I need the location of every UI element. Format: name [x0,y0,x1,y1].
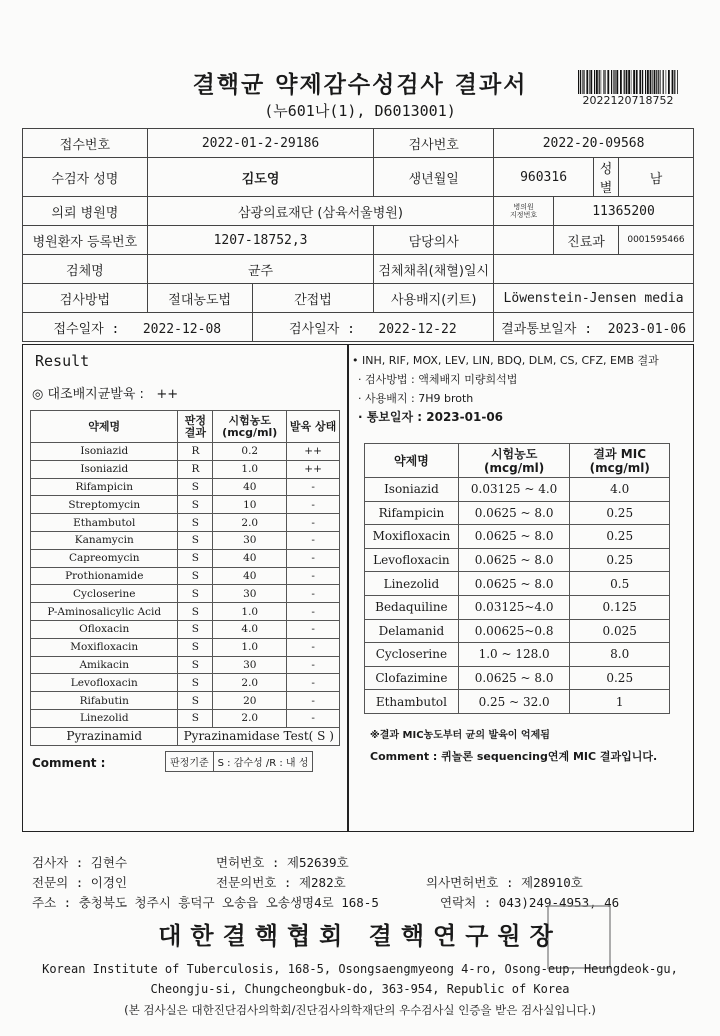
cell-range: 0.00625~0.8 [458,619,570,643]
cell-drug: Ethambutol [365,690,459,714]
barcode-bar [647,70,649,94]
control-growth [32,383,178,402]
barcode-bar [601,70,602,94]
barcode-bar [650,70,652,94]
table-row [365,619,670,643]
cell-drug: Rifabutin [31,692,178,710]
cell-result: S [178,620,213,638]
left-comment-label: Comment : [32,756,106,770]
cell-conc: 1.0 [213,603,287,621]
cell-range: 0.03125~4.0 [458,595,570,619]
table-row [31,460,340,478]
received-value: 2022-12-08 [142,321,222,337]
cell-conc: 1.0 [213,460,287,478]
cell-growth: - [287,514,340,532]
barcode-bar [607,70,609,94]
table-row [31,656,340,674]
barcode-bar [631,70,632,94]
cell-result: S [178,709,213,727]
cell-range: 1.0 ~ 128.0 [458,643,570,667]
cell-growth: ++ [287,460,340,478]
barcode-bar [590,70,592,94]
cell-drug: Isoniazid [31,443,178,461]
hospital-label: 의뢰 병원명 [23,197,148,226]
control-label: ◎ 대조배지균발육 : [32,387,144,402]
dept-label: 진료과 [554,226,619,255]
table-row [365,525,670,549]
cell-drug: Prothionamide [31,567,178,585]
barcode-bar [620,70,622,94]
document-code: (누601나(1), D6013001) [264,102,456,120]
table-row [365,690,670,714]
right-col-header: 약제명 [365,444,459,478]
organization-name: 대한결핵협회 결핵연구원장 [158,921,562,950]
cell-mic: 8.0 [570,643,670,667]
cell-drug: Capreomycin [31,549,178,567]
barcode-icon [578,70,678,94]
cell-conc: 20 [213,692,287,710]
cell-range: 0.0625 ~ 8.0 [458,501,570,525]
hospital-code-label-1: 병의원 [513,203,534,211]
cell-drug: Rifampicin [365,501,459,525]
left-col-header: 판정 결과 [178,411,213,443]
cell-range: 0.03125 ~ 4.0 [458,478,570,502]
hospital-code: 11365200 [554,197,694,226]
barcode-bar [674,70,675,94]
specimen-label: 검체명 [23,255,148,284]
cell-drug: Levofloxacin [365,548,459,572]
english-address-1: Korean Institute of Tuberculosis, 168-5, Osongsaengmyeong 4-ro, Osong-eup, Heungdeok-gu, [42,962,678,976]
table-row [365,548,670,572]
cell-result: S [178,531,213,549]
cell-conc: 40 [213,567,287,585]
barcode-bar [663,70,664,94]
table-row [365,572,670,596]
cell-growth: - [287,496,340,514]
reported-value: 2023-01-06 [607,321,687,337]
patient-name-label: 수검자 성명 [23,158,148,197]
reception-no: 2022-01-2-29186 [147,129,374,158]
cell-drug: Linezolid [365,572,459,596]
tested-date [252,313,494,342]
cell-drug: Cycloserine [31,585,178,603]
cell-range: 0.0625 ~ 8.0 [458,548,570,572]
table-row [31,496,340,514]
cell-mic: 0.25 [570,501,670,525]
table-row [365,595,670,619]
barcode-bar [672,70,674,94]
cell-conc: 2.0 [213,674,287,692]
table-row [31,674,340,692]
cell-drug: Isoniazid [365,478,459,502]
cell-drug: Ethambutol [31,514,178,532]
cell-result: S [178,656,213,674]
cell-conc: 0.2 [213,443,287,461]
certification-note: (본 검사실은 대한진단검사의학회/진단검사의학재단의 우수검사실 인증을 받은 검사실입니다.) [124,1003,596,1017]
left-col-header: 약제명 [31,411,178,443]
table-row [365,501,670,525]
cell-drug: Isoniazid [31,460,178,478]
patient-name: 김도영 [147,158,374,197]
barcode-bar [654,70,656,94]
cell-growth: - [287,692,340,710]
barcode-bar [677,70,678,94]
pyrazinamid-label: Pyrazinamid [31,727,178,745]
mic-table [364,443,670,714]
barcode-bar [603,70,604,94]
cell-growth: - [287,549,340,567]
right-col-header: 시험농도 (mcg/ml) [458,444,570,478]
hospital-name: 삼광의료재단 (삼육서울병원) [147,197,493,226]
english-address-2: Cheongju-si, Chungcheongbuk-do, 363-954, Republic of Korea [150,982,570,996]
cell-conc: 2.0 [213,709,287,727]
table-row [31,478,340,496]
patient-reg-no: 1207-18752,3 [147,226,374,255]
cell-conc: 30 [213,656,287,674]
barcode-bar [580,70,581,94]
cell-drug: Moxifloxacin [31,638,178,656]
cell-growth: - [287,674,340,692]
cell-result: R [178,443,213,461]
hospital-code-label [494,197,554,226]
examiner: 검사자 : 김현수 [32,855,128,870]
cell-drug: Clofazimine [365,666,459,690]
cell-growth: - [287,603,340,621]
barcode-bar [616,70,618,94]
cell-range: 0.0625 ~ 8.0 [458,572,570,596]
sex-value: 남 [618,158,693,197]
legend-value: S : 감수성 /R : 내 성 [213,752,313,771]
barcode-bar [652,70,653,94]
control-value: ++ [156,387,179,402]
table-row [31,531,340,549]
cell-mic: 0.025 [570,619,670,643]
cell-result: S [178,567,213,585]
barcode-bar [611,70,612,94]
mic-note: ※결과 MIC농도부터 균의 발육이 억제됨 [370,730,550,741]
dept-value: 0001595466 [618,226,693,255]
cell-mic: 4.0 [570,478,670,502]
table-row [31,585,340,603]
mic-summary: • INH, RIF, MOX, LEV, LIN, BDQ, DLM, CS, CFZ, EMB 결과 [352,354,659,367]
table-row [31,603,340,621]
barcode-bar [666,70,667,94]
document-title: 결핵균 약제감수성검사 결과서 [192,72,528,98]
barcode-bar [596,70,598,94]
test-no-label: 검사번호 [374,129,494,158]
cell-mic: 0.5 [570,572,670,596]
cell-growth: - [287,567,340,585]
barcode-bar [589,70,590,94]
method-value: 절대농도법 [147,284,252,313]
mic-method: · 검사방법 : 액체배지 미량희석법 [358,373,518,386]
doctor-value [494,226,554,255]
cell-drug: P-Aminosalicylic Acid [31,603,178,621]
reception-no-label: 접수번호 [23,129,148,158]
barcode-bar [626,70,628,94]
collection-value [494,255,694,284]
barcode-bar [614,70,615,94]
birth-date: 960316 [494,158,594,197]
received-date [23,313,253,342]
cell-conc: 1.0 [213,638,287,656]
legend-label: 판정기준 [170,758,209,769]
barcode-bar [624,70,625,94]
cell-result: S [178,674,213,692]
barcode-bar [636,70,638,94]
pyrazinamid-value: Pyrazinamidase Test( S ) [178,727,340,745]
barcode-bar [660,70,661,94]
reported-label: 결과통보일자 : [501,321,593,337]
barcode-bar [578,70,579,94]
barcode-bar [628,70,630,94]
criteria-legend [165,751,313,772]
barcode-bar [633,70,635,94]
cell-drug: Rifampicin [31,478,178,496]
cell-result: S [178,585,213,603]
table-row [365,666,670,690]
barcode-bar [604,70,605,94]
method-label: 검사방법 [23,284,148,313]
tested-value: 2022-12-22 [378,321,457,337]
table-row [365,643,670,667]
cell-drug: Ofloxacin [31,620,178,638]
specialist-no: 전문의번호 : 제282호 [216,875,346,890]
cell-drug: Amikacin [31,656,178,674]
medium-value: Löwenstein-Jensen media [494,284,694,313]
sex-label: 성별 [593,158,618,197]
right-comment: Comment : 퀴놀론 sequencing연계 MIC 결과입니다. [370,750,658,763]
tested-label: 검사일자 : [289,321,355,337]
result-heading: Result [35,352,90,370]
patient-info-table [22,128,694,342]
cell-growth: - [287,478,340,496]
cell-conc: 30 [213,531,287,549]
table-row [365,478,670,502]
mic-report-date: · 통보일자 : 2023-01-06 [358,410,504,424]
barcode-bar [613,70,614,94]
panel-divider [347,344,349,832]
barcode-bar [668,70,670,94]
method-value-2: 간접법 [252,284,374,313]
cell-result: S [178,549,213,567]
left-col-header: 시험농도 (mcg/ml) [213,411,287,443]
cell-conc: 40 [213,549,287,567]
cell-result: S [178,692,213,710]
collection-label: 검체채취(채혈)일시 [374,255,494,284]
cell-drug: Delamanid [365,619,459,643]
barcode-bar [656,70,657,94]
cell-mic: 0.25 [570,666,670,690]
cell-growth: - [287,638,340,656]
left-col-header: 발육 상태 [287,411,340,443]
cell-result: S [178,603,213,621]
cell-growth: - [287,531,340,549]
barcode-bar [639,70,641,94]
barcode-bar [582,70,583,94]
right-col-header: 결과 MIC (mcg/ml) [570,444,670,478]
cell-result: S [178,478,213,496]
cell-conc: 4.0 [213,620,287,638]
cell-result: S [178,638,213,656]
cell-conc: 2.0 [213,514,287,532]
specimen-value: 균주 [147,255,374,284]
cell-conc: 10 [213,496,287,514]
cell-drug: Linezolid [31,709,178,727]
contact: 연락처 : 043)249-4953, 46 [440,895,620,910]
cell-mic: 0.25 [570,525,670,549]
specialist: 전문의 : 이경인 [32,875,128,890]
table-row [31,620,340,638]
license-no: 면허번호 : 제52639호 [216,855,349,870]
cell-range: 0.0625 ~ 8.0 [458,666,570,690]
table-row [31,549,340,567]
barcode-bar [594,70,595,94]
barcode-bar [645,70,646,94]
table-row [31,443,340,461]
cell-range: 0.25 ~ 32.0 [458,690,570,714]
cell-conc: 40 [213,478,287,496]
table-row [31,567,340,585]
cell-drug: Moxifloxacin [365,525,459,549]
barcode-bar [658,70,659,94]
cell-drug: Levofloxacin [31,674,178,692]
absolute-conc-table [30,410,340,746]
medium-label: 사용배지(키트) [374,284,494,313]
cell-drug: Streptomycin [31,496,178,514]
birth-label: 생년월일 [374,158,494,197]
barcode-bar [586,70,588,94]
cell-conc: 30 [213,585,287,603]
cell-growth: - [287,620,340,638]
reported-date [494,313,694,342]
cell-mic: 1 [570,690,670,714]
barcode-bar [599,70,600,94]
cell-growth: - [287,709,340,727]
test-no: 2022-20-09568 [494,129,694,158]
cell-growth: - [287,585,340,603]
doctor-label: 담당의사 [374,226,494,255]
cell-drug: Bedaquiline [365,595,459,619]
cell-growth: - [287,656,340,674]
cell-drug: Kanamycin [31,531,178,549]
cell-mic: 0.25 [570,548,670,572]
table-row [31,709,340,727]
barcode-number: 2022120718752 [582,94,674,107]
doctor-license-no: 의사면허번호 : 제28910호 [426,875,583,890]
received-label: 접수일자 : [53,321,120,337]
mic-medium: · 사용배지 : 7H9 broth [358,392,474,405]
patient-reg-label: 병원환자 등록번호 [23,226,148,255]
table-row [31,514,340,532]
table-row [31,638,340,656]
barcode-bar [583,70,584,94]
cell-result: S [178,496,213,514]
cell-growth: ++ [287,443,340,461]
hospital-code-label-2: 지정번호 [510,211,538,219]
cell-mic: 0.125 [570,595,670,619]
address: 주소 : 충청북도 청주시 흥덕구 오송읍 오송생명4로 168-5 [32,895,379,910]
cell-range: 0.0625 ~ 8.0 [458,525,570,549]
cell-result: R [178,460,213,478]
cell-result: S [178,514,213,532]
barcode-bar [642,70,643,94]
table-row [31,692,340,710]
cell-drug: Cycloserine [365,643,459,667]
